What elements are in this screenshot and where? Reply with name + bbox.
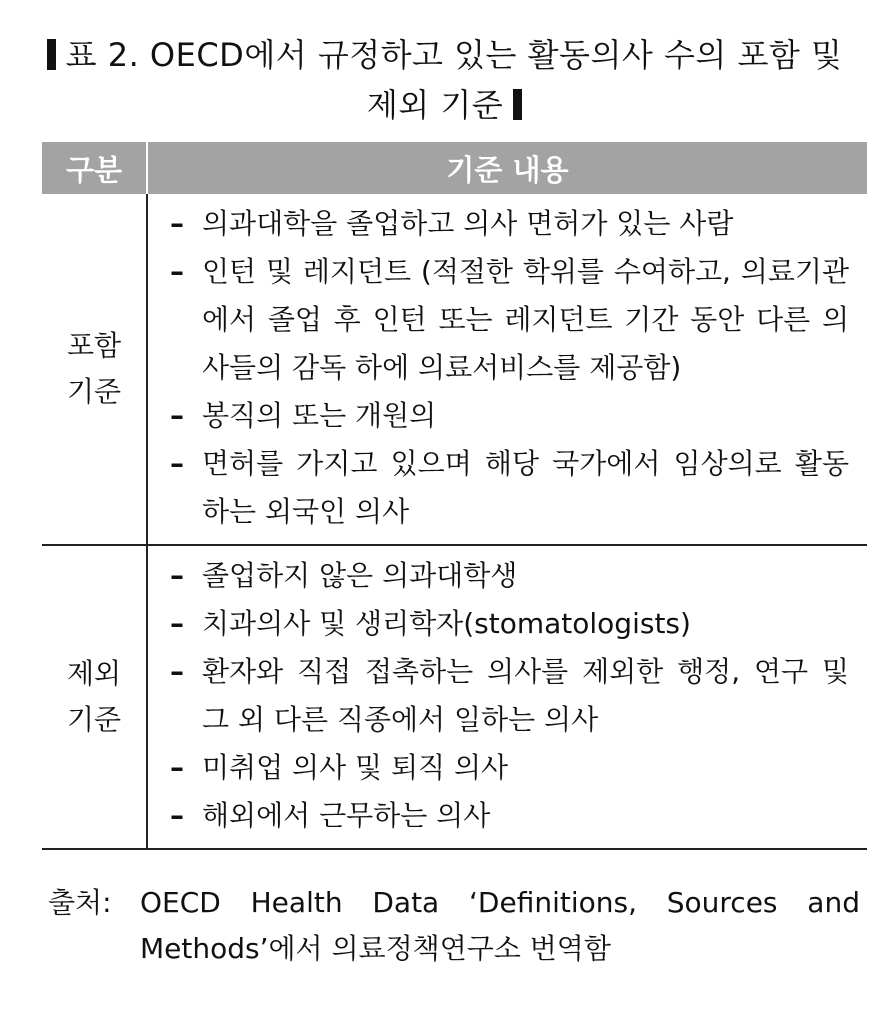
list-item: – 의과대학을 졸업하고 의사 면허가 있는 사람 xyxy=(170,200,849,248)
title-bar-left xyxy=(47,39,56,70)
header-category: 구분 xyxy=(42,142,147,194)
content-cell xyxy=(147,545,867,849)
table-title-line2: 제외 기준 xyxy=(366,86,504,124)
title-bar-right xyxy=(513,89,522,120)
table-header-row xyxy=(42,142,867,194)
list-item: – 인턴 및 레지던트 (적절한 학위를 수여하고, 의료기관에서 졸업 후 인턴 또는 레지던트 기간 동안 다른 의사들의 감독 하에 의료서비스를 제공함) xyxy=(170,248,849,392)
criteria-list xyxy=(148,194,867,544)
table-row xyxy=(42,194,867,545)
source-text: OECD Health Data ‘Definitions, Sources and Methods’에서 의료정책연구소 번역함 xyxy=(140,886,860,965)
list-item: – 해외에서 근무하는 의사 xyxy=(170,792,849,840)
list-item: – 환자와 직접 접촉하는 의사를 제외한 행정, 연구 및 그 외 다른 직종에서 일하는 의사 xyxy=(170,648,849,744)
category-label: 기준 xyxy=(66,703,122,736)
list-item: – 미취업 의사 및 퇴직 의사 xyxy=(170,744,849,792)
content-cell xyxy=(147,194,867,545)
source-note xyxy=(48,880,860,972)
category-cell xyxy=(42,545,147,849)
list-item: – 졸업하지 않은 의과대학생 xyxy=(170,552,849,600)
list-item: – 치과의사 및 생리학자(stomatologists) xyxy=(170,600,849,648)
list-item: – 면허를 가지고 있으며 해당 국가에서 임상의로 활동하는 외국인 의사 xyxy=(170,440,849,536)
category-label: 제외 xyxy=(66,657,122,690)
criteria-table xyxy=(42,142,867,850)
source-label: 출처: xyxy=(48,886,112,919)
list-item: – 봉직의 또는 개원의 xyxy=(170,392,849,440)
category-label: 포함 xyxy=(66,329,122,362)
header-content: 기준 내용 xyxy=(147,142,867,194)
category-label: 기준 xyxy=(66,375,122,408)
table-row xyxy=(42,545,867,849)
table-title xyxy=(30,30,859,130)
category-cell xyxy=(42,194,147,545)
criteria-list xyxy=(148,546,867,848)
table-title-line1: 표 2. OECD에서 규정하고 있는 활동의사 수의 포함 및 xyxy=(65,36,843,74)
